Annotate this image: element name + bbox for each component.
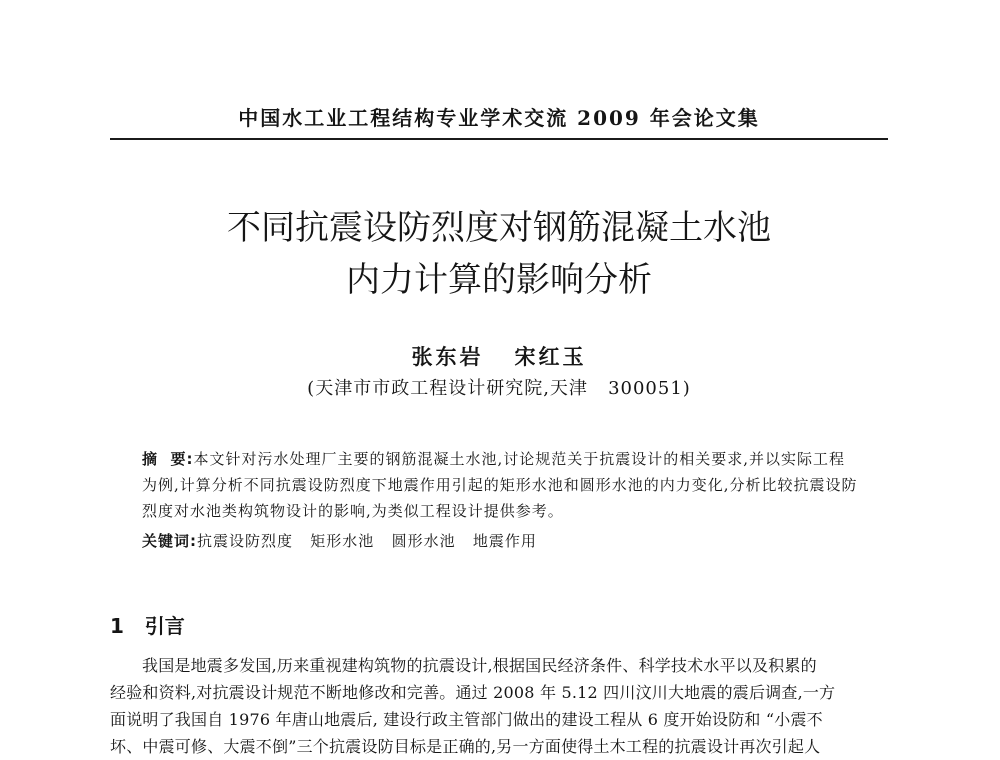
keywords-text: 抗震设防烈度 矩形水池 圆形水池 地震作用: [197, 532, 537, 550]
author-affiliation: (天津市市政工程设计研究院,天津 300051): [307, 378, 691, 399]
running-header: 中国水工业工程结构专业学术交流 2009 年会论文集: [238, 106, 760, 130]
header-rule: [110, 138, 888, 140]
body-line: 经验和资料,对抗震设计规范不断地修改和完善。通过 2008 年 5.12 四川汶川大地震的震后调查,一方: [110, 683, 836, 702]
abstract-text: 本文针对污水处理厂主要的钢筋混凝土水池,讨论规范关于抗震设计的相关要求,并以实际工程为例,计算分析不同抗震设防烈度下地震作用引起的矩形水池和圆形水池的内力变化,分析比较抗震设防烈度对水池类构筑物设计的影响,为类似工程设计提供参考。: [142, 450, 858, 520]
keywords: [142, 528, 860, 554]
body-line: 面说明了我国自 1976 年唐山地震后, 建设行政主管部门做出的建设工程从 6 度开始设防和 “小震不: [110, 710, 823, 729]
abstract: [142, 446, 860, 524]
keywords-label: 关键词:: [142, 532, 197, 550]
title-line-2: 内力计算的影响分析: [346, 260, 652, 300]
body-line: 我国是地震多发国,历来重视建构筑物的抗震设计,根据国民经济条件、科学技术水平以及积累的: [142, 656, 817, 675]
paper-title: [110, 202, 888, 306]
section-body: [110, 652, 890, 760]
abstract-label: 摘 要:: [142, 450, 194, 468]
title-line-1: 不同抗震设防烈度对钢筋混凝土水池: [227, 208, 771, 248]
section-heading: 1 引言: [110, 614, 185, 638]
author-names: 张东岩 宋红玉: [411, 344, 587, 369]
body-line: 坏、中震可修、大震不倒”三个抗震设防目标是正确的,另一方面使得土木工程的抗震设计再次引起人: [110, 737, 821, 756]
